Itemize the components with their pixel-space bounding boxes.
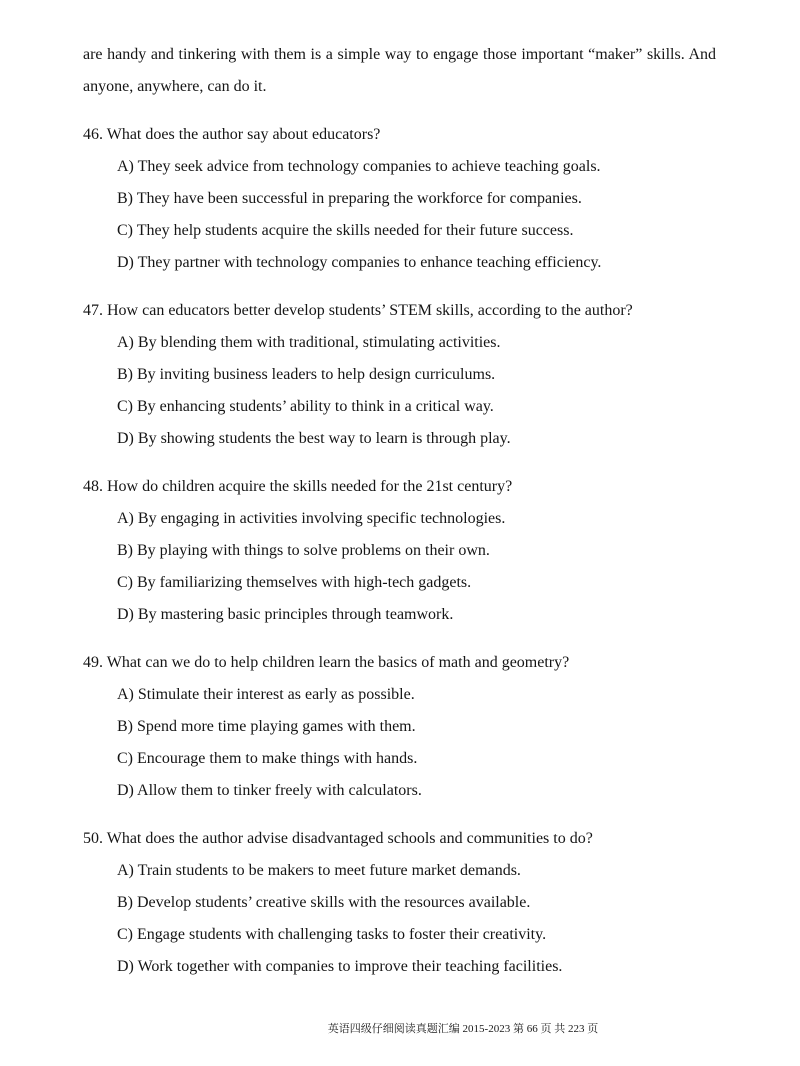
question-text: What does the author advise disadvantaged schools and communities to do?	[106, 830, 593, 847]
question-number: 46.	[83, 126, 103, 143]
option-d	[83, 423, 800, 455]
question-number: 49.	[83, 654, 103, 671]
option-text: By blending them with traditional, stimulating activities.	[137, 334, 501, 351]
option-text: They help students acquire the skills needed for their future success.	[136, 222, 574, 239]
question-number: 47.	[83, 302, 103, 319]
option-label: C)	[117, 574, 133, 591]
option-b	[83, 359, 800, 391]
footer-page-prefix: 第	[512, 1023, 524, 1035]
footer-title: 英语四级仔细阅读真题汇编	[327, 1023, 460, 1035]
question-50	[83, 823, 800, 983]
option-text: They partner with technology companies to enhance teaching efficiency.	[137, 254, 602, 271]
option-d	[83, 247, 800, 279]
question-text: How do children acquire the skills needed for the 21st century?	[107, 478, 513, 495]
option-label: A)	[117, 686, 134, 703]
option-label: C)	[117, 222, 133, 239]
option-label: D)	[117, 782, 134, 799]
question-stem	[83, 119, 800, 151]
option-text: By enhancing students’ ability to think in a critical way.	[137, 398, 494, 415]
option-a	[83, 679, 800, 711]
question-stem	[83, 647, 800, 679]
option-b	[83, 887, 800, 919]
question-47	[83, 295, 800, 455]
option-text: By playing with things to solve problems on their own.	[137, 542, 490, 559]
option-label: B)	[117, 190, 133, 207]
option-b	[83, 711, 800, 743]
option-label: D)	[117, 606, 134, 623]
question-stem	[83, 295, 800, 327]
question-number: 48.	[83, 478, 103, 495]
option-label: C)	[117, 750, 133, 767]
option-label: C)	[117, 926, 133, 943]
question-text: What does the author say about educators?	[106, 126, 381, 143]
page-footer	[126, 1022, 800, 1036]
option-label: A)	[117, 334, 134, 351]
option-label: A)	[117, 862, 134, 879]
option-label: B)	[117, 542, 133, 559]
option-label: B)	[117, 718, 133, 735]
option-d	[83, 951, 800, 983]
option-d	[83, 775, 800, 807]
question-stem	[83, 471, 800, 503]
option-text: By engaging in activities involving specific technologies.	[137, 510, 506, 527]
option-text: Engage students with challenging tasks to foster their creativity.	[137, 926, 547, 943]
option-b	[83, 183, 800, 215]
question-48	[83, 471, 800, 631]
option-text: Develop students’ creative skills with the resources available.	[137, 894, 531, 911]
option-a	[83, 855, 800, 887]
option-text: By inviting business leaders to help design curriculums.	[137, 366, 496, 383]
footer-years: 2015-2023	[462, 1023, 511, 1035]
option-text: Train students to be makers to meet future market demands.	[137, 862, 521, 879]
option-label: D)	[117, 254, 134, 271]
question-46	[83, 119, 800, 279]
option-c	[83, 567, 800, 599]
question-text: What can we do to help children learn the basics of math and geometry?	[106, 654, 570, 671]
option-b	[83, 535, 800, 567]
option-label: C)	[117, 398, 133, 415]
option-text: Spend more time playing games with them.	[137, 718, 416, 735]
option-text: Allow them to tinker freely with calculators.	[137, 782, 422, 799]
option-c	[83, 919, 800, 951]
footer-total-suffix: 页	[587, 1023, 599, 1035]
option-label: A)	[117, 510, 134, 527]
question-49	[83, 647, 800, 807]
option-label: D)	[117, 958, 134, 975]
option-label: B)	[117, 366, 133, 383]
passage-line: anyone, anywhere, can do it.	[83, 78, 267, 95]
option-text: They have been successful in preparing the workforce for companies.	[136, 190, 582, 207]
option-d	[83, 599, 800, 631]
question-stem	[83, 823, 800, 855]
option-text: By mastering basic principles through teamwork.	[137, 606, 454, 623]
option-text: By showing students the best way to learn is through play.	[137, 430, 511, 447]
passage-line: are handy and tinkering with them is a simple way to engage those important “maker” skills. And	[83, 46, 716, 63]
option-a	[83, 503, 800, 535]
footer-page-suffix: 页	[540, 1023, 552, 1035]
question-number: 50.	[83, 830, 103, 847]
passage-text	[83, 39, 800, 103]
option-c	[83, 743, 800, 775]
option-a	[83, 151, 800, 183]
option-label: A)	[117, 158, 134, 175]
option-c	[83, 215, 800, 247]
question-text: How can educators better develop students’ STEM skills, according to the author?	[107, 302, 633, 319]
option-c	[83, 391, 800, 423]
option-a	[83, 327, 800, 359]
option-label: B)	[117, 894, 133, 911]
footer-total-prefix: 共	[554, 1023, 566, 1035]
option-text: Work together with companies to improve their teaching facilities.	[137, 958, 563, 975]
option-text: By familiarizing themselves with high-tech gadgets.	[137, 574, 472, 591]
footer-page-number: 66	[526, 1023, 538, 1035]
option-text: Stimulate their interest as early as possible.	[137, 686, 415, 703]
option-label: D)	[117, 430, 134, 447]
footer-total-pages: 223	[567, 1023, 585, 1035]
option-text: Encourage them to make things with hands.	[137, 750, 418, 767]
option-text: They seek advice from technology companies to achieve teaching goals.	[137, 158, 601, 175]
